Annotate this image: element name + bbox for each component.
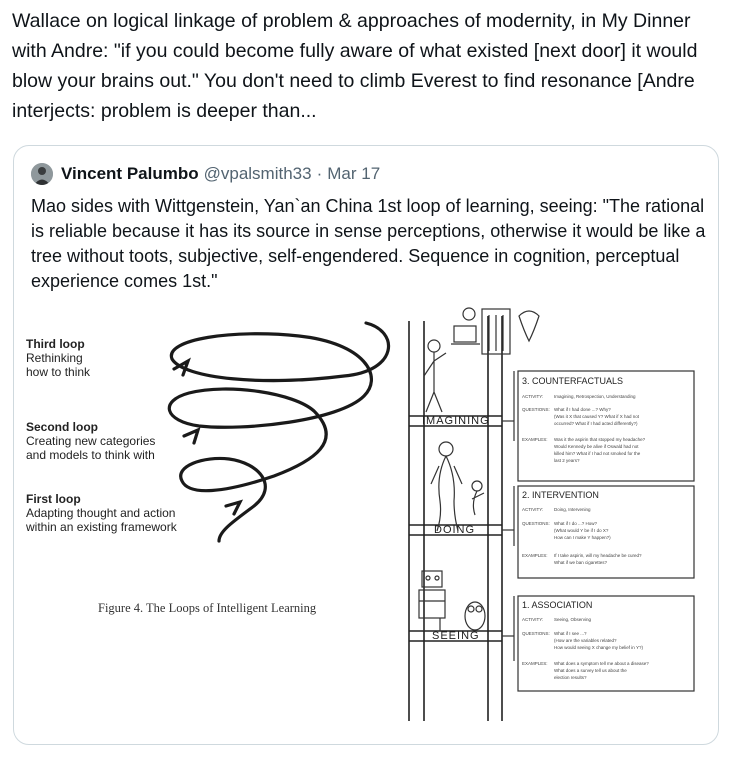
box-3-activity: Imagining, Retrospection, Understanding <box>554 394 636 399</box>
box-2-title: 2. INTERVENTION <box>522 490 599 500</box>
box-3-questions-label: QUESTIONS: <box>522 407 550 412</box>
box-association <box>518 596 694 691</box>
loop-3-line-2: how to think <box>26 365 91 379</box>
rung-doing: DOING <box>434 524 476 536</box>
learning-loops-figure[interactable] <box>14 301 719 741</box>
box-2-examples-label: EXAMPLES: <box>522 553 548 558</box>
box-connectors <box>502 371 514 661</box>
box-counterfactuals <box>518 371 694 481</box>
header-separator: · <box>316 164 323 183</box>
box-2-question-1: What if I do ...? How? <box>554 521 598 526</box>
box-1-activity-label: ACTIVITY: <box>522 617 544 622</box>
box-1-example-3: election results? <box>554 675 587 680</box>
box-2-example-2: What if we ban cigarettes? <box>554 560 608 565</box>
box-1-question-1: What if I see ...? <box>554 631 587 636</box>
box-3-question-2: (Was it X that caused Y? What if X had not <box>554 414 640 419</box>
box-1-example-1: What does a symptom tell me about a disease? <box>554 661 649 666</box>
loop-3-line-1: Rethinking <box>26 351 83 365</box>
loop-2-line-1: Creating new categories <box>26 434 156 448</box>
box-1-questions-label: QUESTIONS: <box>522 631 550 636</box>
box-3-examples-label: EXAMPLES: <box>522 437 548 442</box>
box-2-activity: Doing, Intervening <box>554 507 591 512</box>
box-3-example-3: killed him? What if I had not smoked for the <box>554 451 641 456</box>
loop-3-title: Third loop <box>26 337 85 351</box>
box-1-examples-label: EXAMPLES: <box>522 661 548 666</box>
spiral-drawing <box>169 323 388 541</box>
loop-1-line-2: within an existing framework <box>26 520 177 534</box>
quoted-author-handle[interactable]: @vpalsmith33 <box>203 164 312 183</box>
box-3-title: 3. COUNTERFACTUALS <box>522 376 624 386</box>
figure-caption: Figure 4. The Loops of Intelligent Learning <box>98 601 317 615</box>
box-1-activity: Seeing, Observing <box>554 617 592 622</box>
box-2-questions-label: QUESTIONS: <box>522 521 550 526</box>
rung-seeing: SEEING <box>432 630 480 642</box>
box-2-question-2: (What would Y be if I do X? <box>554 528 609 533</box>
box-2-activity-label: ACTIVITY: <box>522 507 544 512</box>
box-3-question-1: What if I had done ...? Why? <box>554 407 611 412</box>
box-3-example-2: Would Kennedy be alive if Oswald had not <box>554 444 639 449</box>
box-1-example-2: What does a survey tell us about the <box>554 668 627 673</box>
box-3-question-3: occurred? What if I had acted differently?) <box>554 421 638 426</box>
box-3-example-4: last 2 years? <box>554 458 580 463</box>
box-1-title: 1. ASSOCIATION <box>522 600 593 610</box>
box-1-question-2: (How are the variables related? <box>554 638 617 643</box>
loop-1-title: First loop <box>26 492 81 506</box>
box-intervention <box>518 486 694 578</box>
box-1-question-3: How would seeing X change my belief in Y?) <box>554 645 643 650</box>
loop-2-title: Second loop <box>26 420 98 434</box>
box-2-question-3: How can I make Y happen?) <box>554 535 611 540</box>
quoted-author-name[interactable]: Vincent Palumbo <box>61 164 199 183</box>
avatar[interactable] <box>31 163 53 185</box>
box-3-activity-label: ACTIVITY: <box>522 394 544 399</box>
quoted-tweet-card[interactable] <box>13 145 719 745</box>
quoted-tweet-header <box>31 160 380 188</box>
loop-2-line-2: and models to think with <box>26 448 155 462</box>
box-2-example-1: If I take aspirin, will my headache be cured? <box>554 553 642 558</box>
tweet-text: Wallace on logical linkage of problem & approaches of modernity, in My Dinner with Andre: "if you could become fully aware of what existed [next door] it would blow your brains out." You don't need to climb Everest to find resonance [Andre interjects: problem is deeper than... <box>12 10 698 122</box>
quoted-date[interactable]: Mar 17 <box>327 164 381 183</box>
box-3-example-1: Was it the aspirin that stopped my headache? <box>554 437 646 442</box>
rung-imagining: IMAGINING <box>422 415 490 427</box>
loop-1-line-1: Adapting thought and action <box>26 506 176 520</box>
quoted-tweet-text: Mao sides with Wittgenstein, Yan`an China 1st loop of learning, seeing: "The rational is reliable because it has its source in sense perceptions, otherwise it would be like a tree without toots, subjective, self-engendered. Sequence in cognition, perceptual experience comes 1st." <box>31 196 706 291</box>
